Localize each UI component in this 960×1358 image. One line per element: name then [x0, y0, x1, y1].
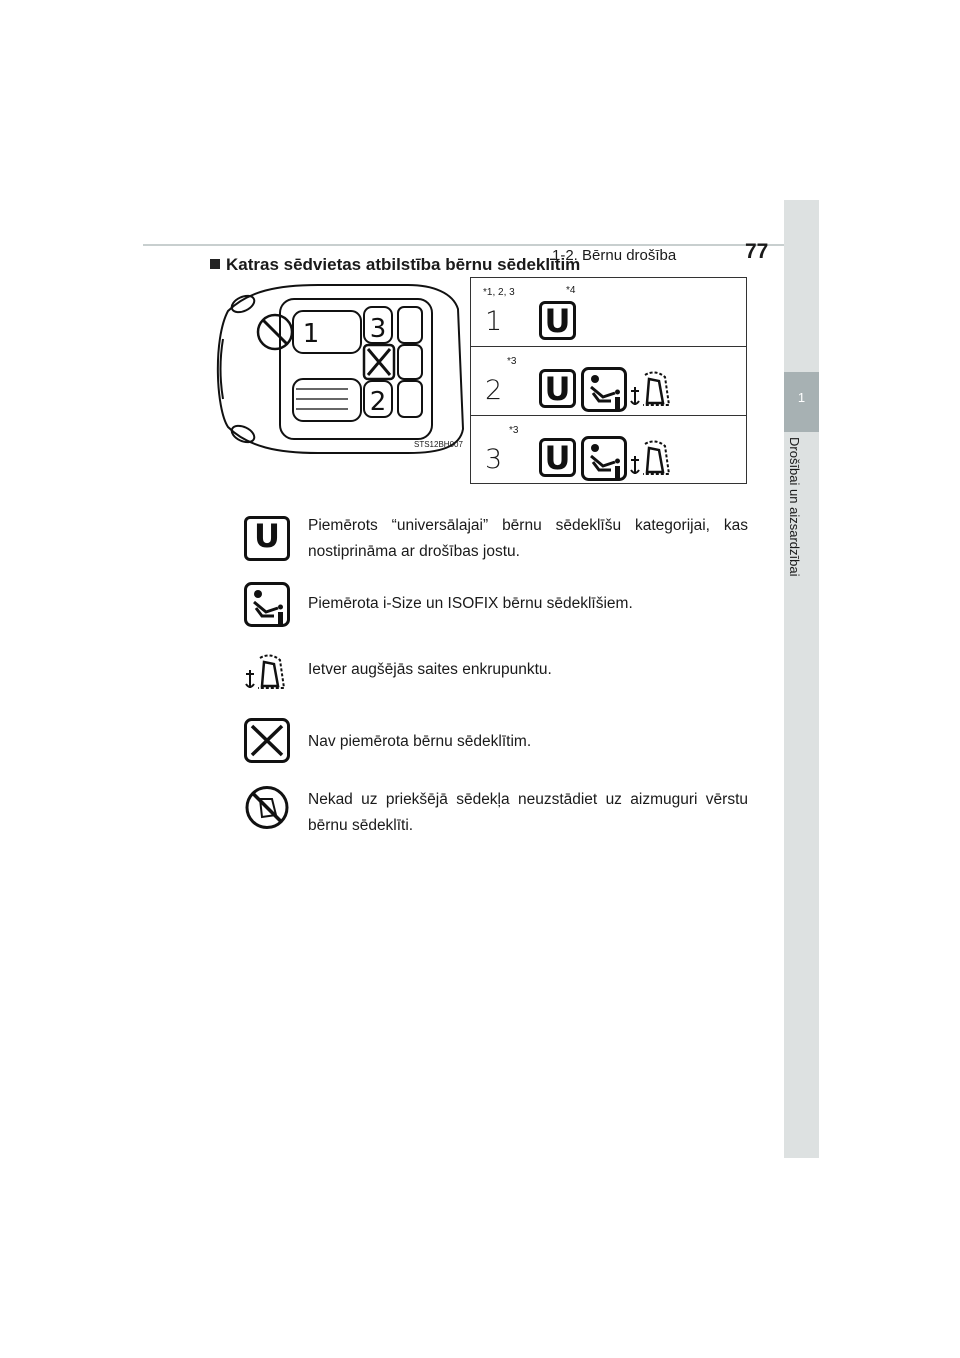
legend-text: Nekad uz priekšējā sēdekļa neuzstādiet uz aizmuguri vērstu bērnu sēdeklīti.	[308, 791, 748, 834]
seat-note: *1, 2, 3	[483, 287, 515, 298]
no-rear-facing-icon	[244, 785, 290, 830]
legend-text: Nav piemērota bērnu sēdeklītim.	[308, 733, 532, 750]
isize-isofix-icon	[581, 436, 627, 481]
car-seat-label-3: 3	[369, 314, 387, 344]
universal-icon	[539, 369, 576, 408]
section-heading: Katras sēdvietas atbilstība bērnu sēdeklītim	[210, 255, 580, 275]
seat-number: 2	[485, 375, 503, 406]
page-number: 77	[745, 240, 769, 263]
car-top-view-diagram	[208, 279, 470, 459]
isize-isofix-icon	[244, 582, 290, 627]
seat-note: *3	[509, 425, 519, 436]
bullet-square-icon	[210, 259, 220, 269]
icon-note: *4	[566, 285, 576, 296]
section-title: 1-2. Bērnu drošība	[552, 247, 677, 264]
top-tether-icon	[629, 367, 675, 412]
seat-number: 1	[485, 306, 503, 337]
seat-note: *3	[507, 356, 517, 367]
universal-icon	[539, 438, 576, 477]
not-suitable-icon	[244, 718, 290, 763]
chapter-title: Drošībai un aizsardzībai	[787, 437, 802, 577]
top-tether-icon	[244, 650, 290, 695]
car-seat-label-1: 1	[302, 319, 320, 349]
seat-number: 3	[485, 444, 503, 475]
table-row	[471, 416, 746, 485]
legend-text: Piemērota i-Size un ISOFIX bērnu sēdeklīšiem.	[308, 595, 633, 612]
isize-isofix-icon	[581, 367, 627, 412]
universal-icon	[244, 516, 290, 561]
figure-id: STS12BH007	[414, 440, 463, 449]
side-tab	[784, 200, 819, 1158]
seat-suitability-table	[470, 277, 747, 484]
legend-text: Ietver augšējās saites enkrupunktu.	[308, 661, 552, 678]
legend-text: Piemērots “universālajai” bērnu sēdeklīšu kategorijai, kas nostiprināma ar drošības jostu.	[308, 517, 748, 560]
table-row	[471, 278, 746, 347]
car-seat-label-2: 2	[369, 387, 387, 417]
header-rule	[143, 244, 818, 246]
top-tether-icon	[629, 436, 675, 481]
table-row	[471, 347, 746, 416]
universal-icon	[539, 301, 576, 340]
chapter-number: 1	[797, 390, 806, 405]
